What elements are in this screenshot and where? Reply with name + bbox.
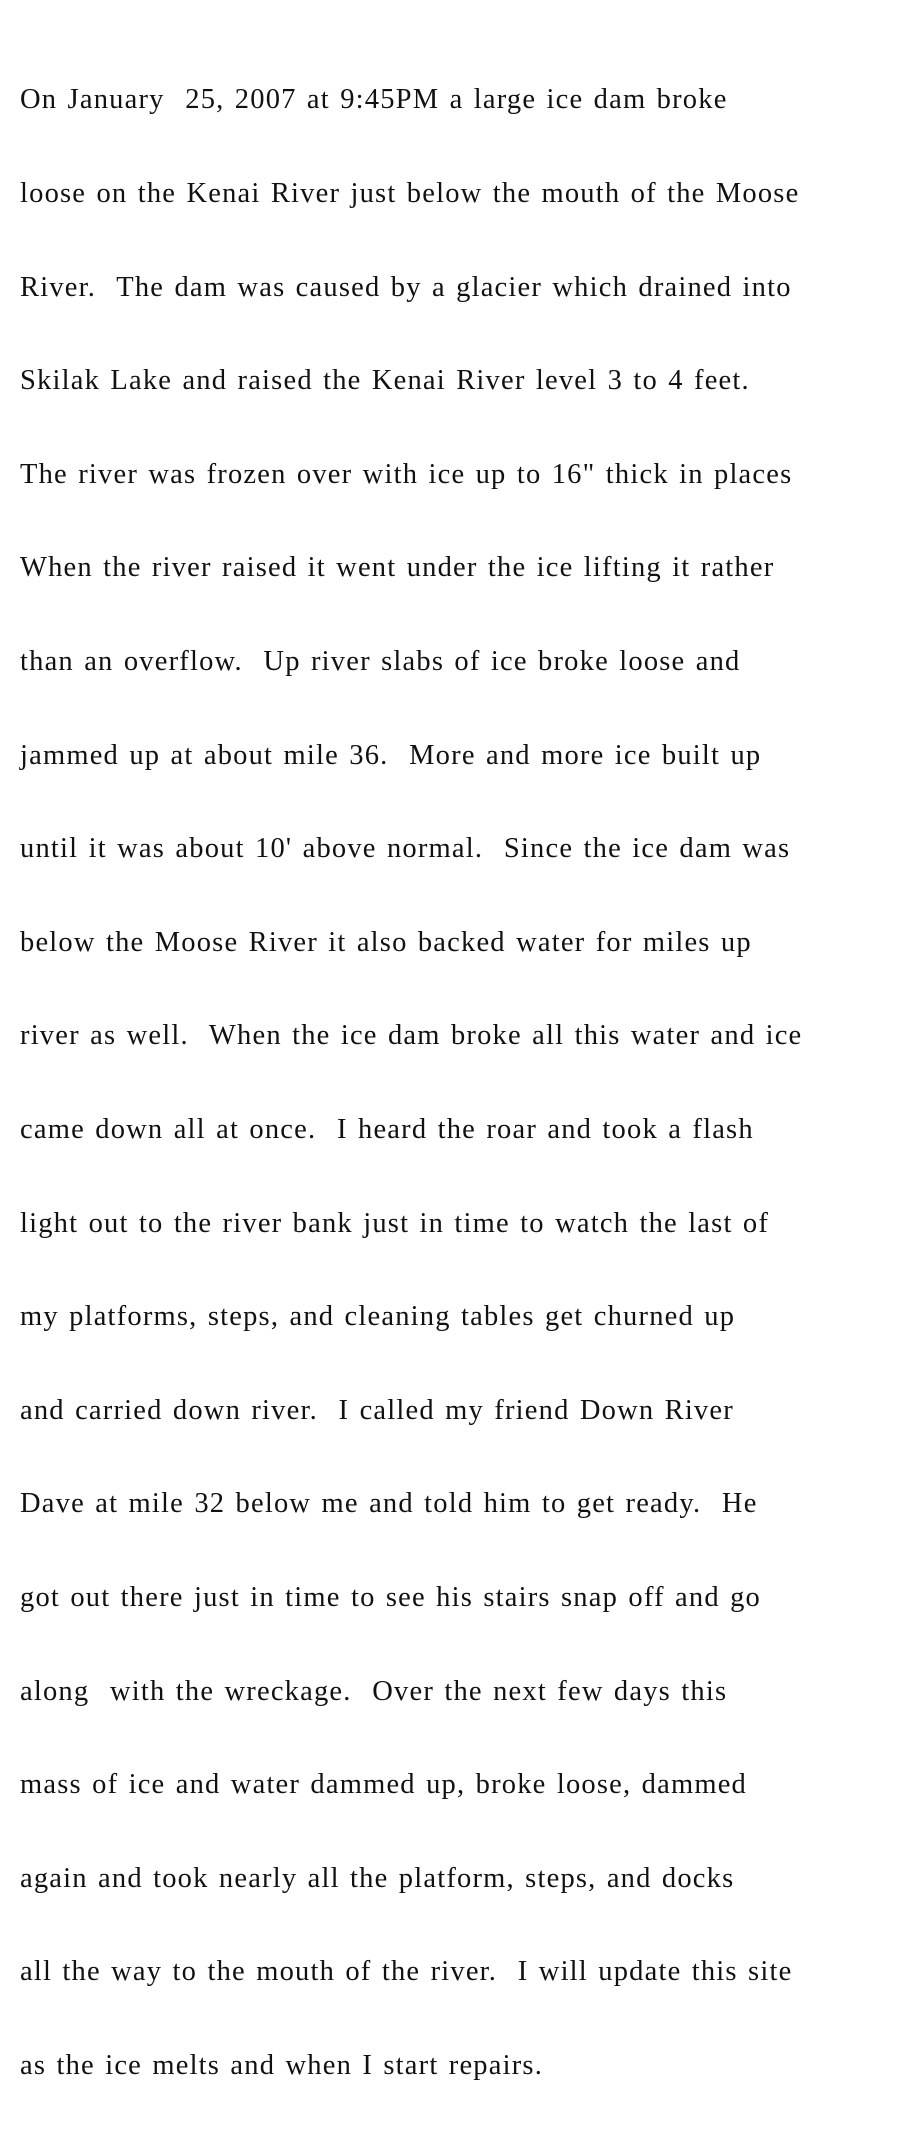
text-line-2: loose on the Kenai River just below the mouth of the Moose [20,178,800,209]
text-line-5: The river was frozen over with ice up to 16" thick in places [20,458,793,490]
text-line-9: until it was about 10' above normal. Since the ice dam was [20,833,791,865]
text-line-17: got out there just in time to see his stairs snap off and go [20,1581,762,1613]
text-line-21: all the way to the mouth of the river. I will update this site [20,1956,793,1988]
text-line-4: Skilak Lake and raised the Kenai River level 3 to 4 feet. [20,365,750,397]
text-line-22: as the ice melts and when I start repairs. [20,2049,544,2081]
text-line-18: along with the wreckage. Over the next few days this [20,1675,728,1707]
text-line-16: Dave at mile 32 below me and told him to get ready. He [20,1488,758,1520]
text-line-11: river as well. When the ice dam broke all this water and ice [20,1020,803,1052]
text-line-3: River. The dam was caused by a glacier which drained into [20,271,792,303]
text-line-13: light out to the river bank just in time to watch the last of [20,1207,770,1239]
text-line-14: my platforms, steps, and cleaning tables get churned up [20,1301,736,1333]
text-line-15: and carried down river. I called my friend Down River [20,1394,734,1426]
text-line-7: than an overflow. Up river slabs of ice broke loose and [20,645,741,677]
text-line-6: When the river raised it went under the ice lifting it rather [20,552,775,584]
text-line-10: below the Moose River it also backed water for miles up [20,926,752,958]
text-line-12: came down all at once. I heard the roar and took a flash [20,1113,754,1145]
text-line-20: again and took nearly all the platform, steps, and docks [20,1862,735,1894]
text-line-19: mass of ice and water dammed up, broke loose, dammed [20,1769,747,1801]
text-line-1: On January 25, 2007 at 9:45PM a large ice dam broke [20,84,728,116]
text-line-8: jammed up at about mile 36. More and more ice built up [20,739,762,771]
news-paragraph [20,22,900,2143]
